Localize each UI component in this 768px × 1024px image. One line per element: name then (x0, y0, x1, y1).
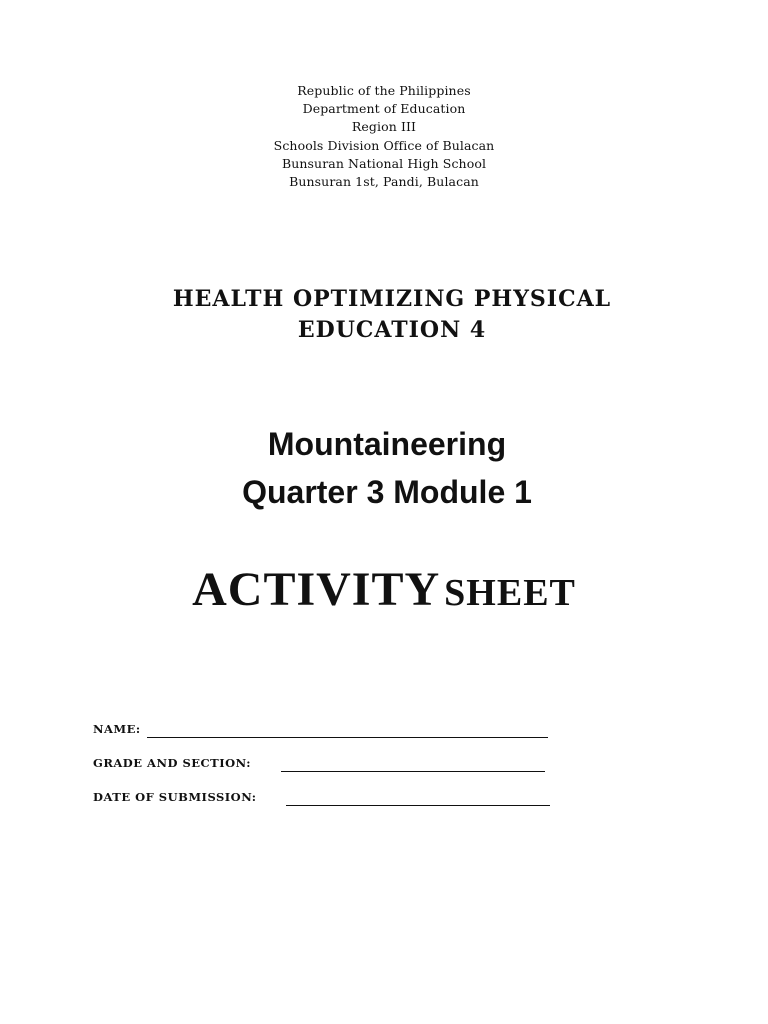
header-line-division: Schools Division Office of Bulacan (273, 137, 495, 153)
grade-section-label: GRADE AND SECTION: (93, 756, 251, 770)
date-submission-blank-line[interactable] (286, 805, 550, 806)
activity-sheet-title (0, 560, 768, 631)
date-submission-field (93, 790, 257, 824)
sheet-word: SHEET (444, 572, 576, 614)
header-line-republic: Republic of the Philippines (297, 83, 471, 98)
header-line-region: Region III (351, 119, 417, 135)
subject-title (0, 284, 768, 346)
subject-title-line-2: EDUCATION 4 (297, 317, 487, 343)
school-header (0, 82, 768, 191)
module-topic (0, 420, 768, 516)
name-blank-line[interactable] (147, 737, 548, 738)
grade-section-field (93, 756, 257, 790)
quarter-module: Quarter 3 Module 1 (242, 474, 532, 510)
grade-section-blank-line[interactable] (281, 771, 545, 772)
activity-word: ACTIVITY (192, 563, 441, 616)
topic-title: Mountaineering (267, 426, 507, 462)
date-submission-label: DATE OF SUBMISSION: (93, 790, 257, 804)
name-field (93, 722, 257, 756)
header-line-address: Bunsuran 1st, Pandi, Bulacan (289, 174, 479, 190)
header-line-department: Department of Education (302, 101, 466, 117)
student-info-fields (93, 722, 257, 824)
header-line-school: Bunsuran National High School (281, 155, 487, 171)
name-label: NAME: (93, 722, 141, 736)
subject-title-line-1: HEALTH OPTIMIZING PHYSICAL (172, 286, 612, 312)
